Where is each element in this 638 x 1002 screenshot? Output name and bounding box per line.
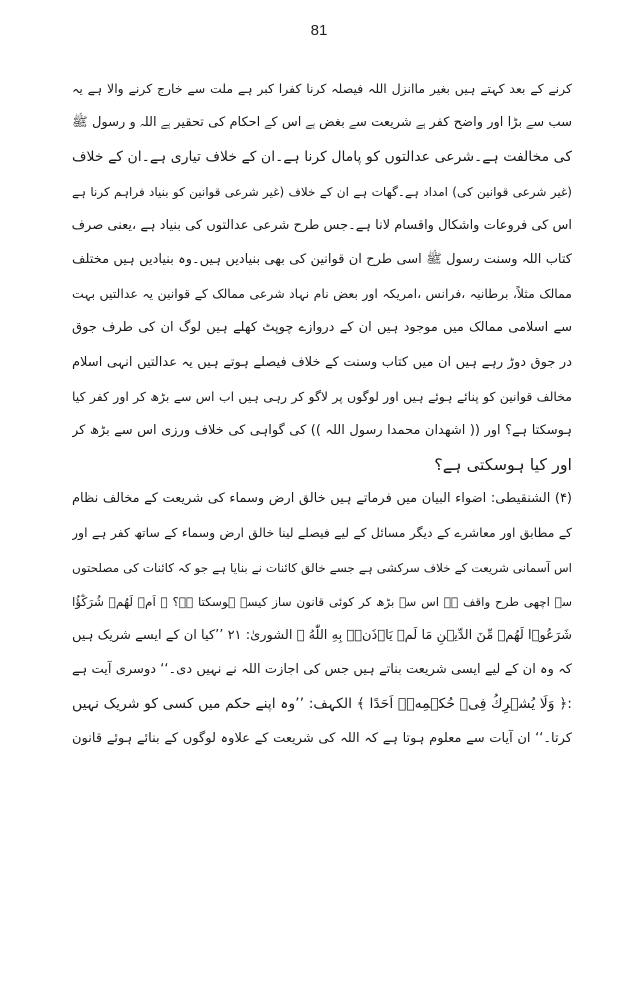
body-text — [72, 72, 572, 756]
text-line-8: سے اسلامی ممالک میں موجود ہیں ان کے دروازے چوپٹ کھلے ہیں لوگ ان کی طرف جوق — [72, 320, 572, 336]
text-line-13: (۴) الشنقیطی: اضواء البیان میں فرماتے ہیں خالق ارض وسماء کی شریعت کے مخالف نظام — [72, 491, 572, 507]
text-line-6: کتاب اللہ وسنت رسول ﷺ اسی طرح ان قوانین کی بھی بنیادیں ہیں۔وہ بنیادیں ہیں مختلف — [72, 251, 572, 267]
text-line-4: (غیر شرعی قوانین کی) امداد ہے۔گھات ہے ان کے خلاف (غیر شرعی قوانین کو بنیاد فراہم کرنا ہے — [72, 184, 572, 199]
text-line-17: شَرَعُوۡا لَهُمۡ مِّنَ الدِّيۡنِ مَا لَمۡ يَاۡذَنۡۢ بِهِ اللّٰهُ ﴾ الشوریٰ: ۲۱ ’’کیا ان کے ایسے شریک ہیں — [72, 628, 572, 643]
text-line-3: کی مخالفت ہے۔شرعی عدالتوں کو پامال کرنا ہے۔ان کے خلاف تیاری ہے۔ان کے خلاف — [72, 149, 572, 166]
text-line-11: ہوسکتا ہے؟ اور (( اشھدان محمدا رسول اللہ )) کی گواہی کی خلاف ورزی اس سے بڑھ کر — [72, 422, 572, 438]
text-line-18: کہ وہ ان کے لیے ایسی شریعت بناتے ہیں جس کی اجازت اللہ نے نہیں دی۔‘‘ دوسری آیت ہے — [72, 662, 572, 678]
text-line-20: کرتا۔‘‘ ان آیات سے معلوم ہوتا ہے کہ اللہ کی شریعت کے علاوہ لوگوں کے بنائے ہوئے قانون — [72, 730, 572, 746]
text-line-2: سب سے بڑا اور واضح کفر ہے شریعت سے بغض ہے اس کے احکام کی تحقیر ہے اللہ و رسول ﷺ — [72, 115, 572, 131]
text-line-10: مخالف قوانین کو پنائے ہوئے ہیں اور لوگوں پر لاگو کر رہی ہیں اب اس سے بڑھ کر اور کفر کیا — [72, 388, 572, 404]
text-line-19: :﴿ وَلَا يُشۡرِكُ فِىۡ حُكۡمِهٖۤ اَحَدًا ﴾ الکہف: ’’وہ اپنے حکم میں کسی کو شریک نہیں — [72, 696, 572, 713]
text-line-16: سے اچھی طرح واقف ہے اس سے بڑھ کر کوئی قانون ساز کیسے ہوسکتا ہے؟ ﴿ اَمۡ لَهُمۡ شُرَكٰٓؤُا — [72, 594, 572, 609]
text-line-9: در جوق دوڑ رہے ہیں ان میں کتاب وسنت کے خلاف فیصلے ہوتے ہیں یہ عدالتیں انہی اسلام — [72, 354, 572, 370]
text-line-5: اس کی فروعات واشکال واقسام لانا ہے۔جس طرح شرعی عدالتوں کی بنیاد ہے ،یعنی صرف — [72, 217, 572, 233]
text-line-12: اور کیا ہوسکتی ہے؟ — [434, 455, 572, 475]
text-line-14: کے مطابق اور معاشرے کے دیگر مسائل کے لیے فیصلے لینا خالق ارض وسماء کے ساتھ کفر ہے اور — [72, 525, 572, 541]
text-line-15: اس آسمانی شریعت کے خلاف سرکشی ہے جسے خالق کائنات نے بنایا ہے جو کہ کائنات کی مصلحتوں — [72, 560, 572, 575]
page-number: 81 — [310, 22, 328, 39]
text-line-7: ممالک مثلاً، برطانیہ ،فرانس ،امریکہ اور بعض نام نہاد شرعی ممالک کے قوانین یہ عدالتیں بہت — [72, 286, 572, 302]
text-line-1: کرنے کے بعد کہتے ہیں بغیر ماانزل اللہ فیصلہ کرنا کفرا کبر ہے ملت سے خارج کرنے والا ہے یہ — [72, 81, 572, 96]
